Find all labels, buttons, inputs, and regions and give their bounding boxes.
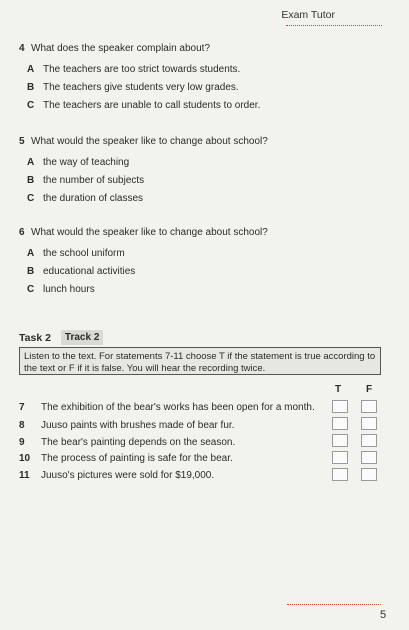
statement-text: The bear's painting depends on the season.	[41, 436, 236, 448]
option-4c[interactable]	[19, 100, 389, 113]
answer-box-8-false[interactable]	[361, 417, 377, 430]
option-letter: A	[27, 64, 35, 75]
question-5	[19, 136, 389, 206]
statement-number: 11	[19, 469, 30, 481]
option-letter: B	[27, 82, 35, 93]
footer-divider	[287, 604, 381, 605]
question-6	[19, 227, 389, 297]
option-4b[interactable]	[19, 82, 389, 95]
option-text: The teachers give students very low grades.	[43, 82, 239, 93]
false-column-header: F	[366, 384, 373, 395]
question-number: 6	[19, 227, 25, 238]
statement-number: 9	[19, 436, 25, 448]
task-heading	[19, 330, 103, 345]
option-text: the duration of classes	[43, 193, 144, 204]
option-4a[interactable]	[19, 64, 389, 77]
task-instructions: Listen to the text. For statements 7-11 choose T if the statement is true according to the text or F if it is false. You will hear the recording twice.	[19, 347, 381, 375]
statement-text: Juuso's pictures were sold for $19,000.	[41, 469, 215, 481]
page-number: 5	[380, 609, 387, 621]
option-5c[interactable]	[19, 193, 389, 206]
answer-box-9-false[interactable]	[361, 434, 377, 447]
question-text: What does the speaker complain about?	[31, 43, 210, 54]
option-letter: A	[27, 157, 35, 168]
option-text: the number of subjects	[43, 175, 145, 186]
statement-number: 10	[19, 452, 31, 464]
option-letter: C	[27, 284, 35, 295]
answer-box-7-false[interactable]	[361, 400, 377, 413]
option-text: the way of teaching	[43, 157, 130, 168]
statement-text: Juuso paints with brushes made of bear fur.	[41, 419, 235, 431]
statement-number: 7	[19, 401, 25, 413]
option-5a[interactable]	[19, 157, 389, 170]
option-text: the school uniform	[43, 248, 125, 259]
track-badge: Track 2	[61, 330, 103, 345]
option-letter: B	[27, 175, 35, 186]
question-text: What would the speaker like to change about school?	[31, 227, 268, 238]
option-letter: B	[27, 266, 35, 277]
option-letter: A	[27, 248, 35, 259]
answer-box-9-true[interactable]	[332, 434, 348, 447]
header-divider	[286, 25, 382, 26]
option-6b[interactable]	[19, 266, 389, 279]
option-letter: C	[27, 100, 35, 111]
statement-number: 8	[19, 419, 25, 431]
answer-box-8-true[interactable]	[332, 417, 348, 430]
option-6c[interactable]	[19, 284, 389, 297]
answer-box-10-true[interactable]	[332, 451, 348, 464]
header-title: Exam Tutor	[281, 9, 335, 21]
answer-box-10-false[interactable]	[361, 451, 377, 464]
answer-box-11-true[interactable]	[332, 468, 348, 481]
answer-box-11-false[interactable]	[361, 468, 377, 481]
option-5b[interactable]	[19, 175, 389, 188]
question-number: 4	[19, 43, 25, 54]
true-column-header: T	[335, 384, 342, 395]
statement-text: The exhibition of the bear's works has been open for a month.	[41, 401, 315, 413]
task-label: Task 2	[19, 331, 51, 344]
question-4	[19, 43, 389, 113]
statement-text: The process of painting is safe for the bear.	[41, 452, 233, 464]
answer-box-7-true[interactable]	[332, 400, 348, 413]
option-text: The teachers are too strict towards students.	[43, 64, 241, 75]
option-text: educational activities	[43, 266, 136, 277]
option-letter: C	[27, 193, 35, 204]
option-6a[interactable]	[19, 248, 389, 261]
option-text: lunch hours	[43, 284, 95, 295]
question-number: 5	[19, 136, 25, 147]
question-text: What would the speaker like to change about school?	[31, 136, 268, 147]
option-text: The teachers are unable to call students to order.	[43, 100, 261, 111]
